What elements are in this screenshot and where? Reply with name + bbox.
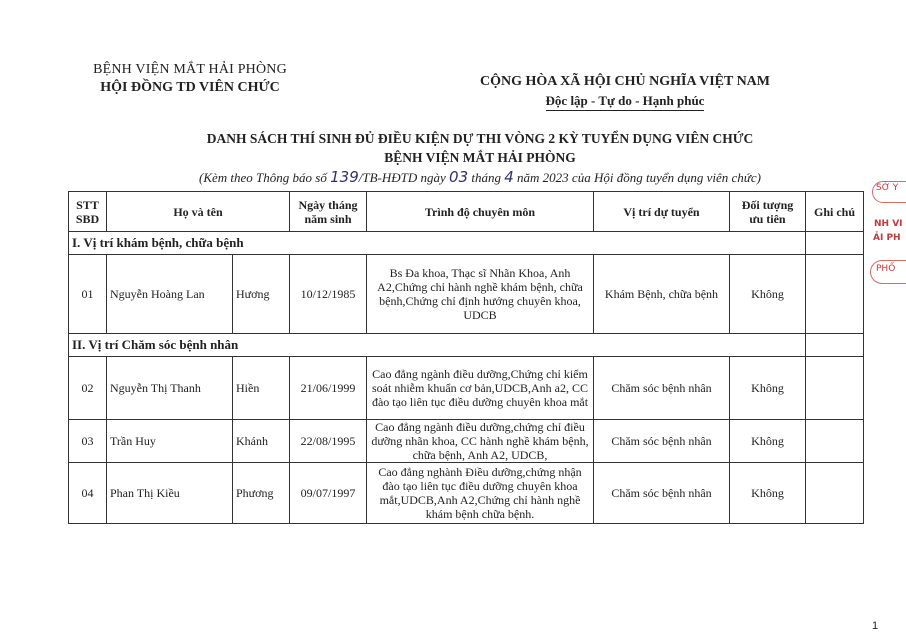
council-name: HỘI ĐỒNG TD VIÊN CHỨC: [100, 80, 280, 95]
notice-day: 03: [449, 168, 469, 186]
section-row: [69, 232, 864, 255]
cell-priority: Không: [730, 420, 806, 463]
header-dob-line1: Ngày tháng: [298, 197, 358, 212]
seal-text-4: PHỐ: [876, 264, 896, 274]
table-row: [69, 255, 864, 334]
cell-qualification: Bs Đa khoa, Thạc sĩ Nhãn Khoa, Anh A2,Chứng chỉ hành nghề khám bệnh, chữa bệnh,Chứng chỉ định hướng chuyên khoa, UDCB: [367, 255, 594, 334]
cell-last-name: Nguyễn Hoàng Lan: [107, 255, 233, 334]
section-note-cell: [806, 334, 864, 357]
cell-qualification: Cao đẳng ngành điều dưỡng,chứng chỉ điều dưỡng nhãn khoa, CC hành nghề khám bệnh, chữa bệnh, Anh A2, UDCB,: [367, 420, 594, 463]
cell-position: Chăm sóc bệnh nhân: [594, 463, 730, 524]
cell-qualification: Cao đẳng ngành điều dưỡng,Chứng chỉ kiểm soát nhiễm khuẩn cơ bản,UDCB,Anh a2, CC đào tạo liên tục điều dưỡng chuyên khoa mắt: [367, 357, 594, 420]
cell-last-name: Phan Thị Kiều: [107, 463, 233, 524]
cell-dob: 22/08/1995: [290, 420, 367, 463]
cell-position: Chăm sóc bệnh nhân: [594, 357, 730, 420]
header-priority: [730, 192, 806, 232]
cell-note: [806, 357, 864, 420]
table-row: [69, 420, 864, 463]
cell-note: [806, 463, 864, 524]
cell-position: Khám Bệnh, chữa bệnh: [594, 255, 730, 334]
header-dob-line2: năm sinh: [304, 211, 352, 226]
table-row: [69, 357, 864, 420]
cell-first-name: Hiền: [233, 357, 290, 420]
subtitle-part-c: tháng: [471, 170, 501, 185]
cell-priority: Không: [730, 255, 806, 334]
cell-stt: 01: [69, 255, 107, 334]
issuer-block: [60, 62, 320, 96]
header-priority-line2: ưu tiên: [749, 211, 786, 226]
section-row: [69, 334, 864, 357]
cell-priority: Không: [730, 357, 806, 420]
header-stt-line2: SBD: [75, 211, 100, 226]
header-dob: [290, 192, 367, 232]
cell-stt: 03: [69, 420, 107, 463]
seal-text-2: NH VI: [874, 219, 903, 229]
hospital-name: BỆNH VIỆN MẮT HẢI PHÒNG: [93, 62, 287, 77]
table-row: [69, 463, 864, 524]
cell-first-name: Phương: [233, 463, 290, 524]
nation-name: CỘNG HÒA XÃ HỘI CHỦ NGHĨA VIỆT NAM: [479, 74, 770, 89]
cell-stt: 04: [69, 463, 107, 524]
national-header: [455, 74, 795, 111]
cell-last-name: Trần Huy: [107, 420, 233, 463]
subtitle-part-a: (Kèm theo Thông báo số: [199, 170, 327, 185]
cell-qualification: Cao đẳng nghành Điều dưỡng,chứng nhận đào tạo liên tục điều dưỡng chuyên khoa mắt,UDCB,Anh A2,Chứng chỉ hành nghề khám bệnh chữa bệnh.: [367, 463, 594, 524]
national-motto: Độc lập - Tự do - Hạnh phúc: [546, 93, 705, 111]
cell-stt: 02: [69, 357, 107, 420]
document-subtitle: [90, 168, 870, 186]
document-title-hospital: BỆNH VIỆN MẮT HẢI PHÒNG: [384, 150, 576, 165]
page-number: 1: [872, 620, 879, 632]
header-note: Ghi chú: [806, 192, 864, 232]
subtitle-part-b: /TB-HĐTD ngày: [358, 170, 446, 185]
cell-note: [806, 255, 864, 334]
cell-note: [806, 420, 864, 463]
cell-last-name: Nguyễn Thị Thanh: [107, 357, 233, 420]
section-title-2: II. Vị trí Chăm sóc bệnh nhân: [69, 334, 806, 357]
official-seal-fragment: [868, 175, 906, 300]
cell-dob: 10/12/1985: [290, 255, 367, 334]
header-stt: [69, 192, 107, 232]
section-title-1: I. Vị trí khám bệnh, chữa bệnh: [69, 232, 806, 255]
cell-first-name: Khánh: [233, 420, 290, 463]
seal-text-1: SỞ Y: [876, 183, 899, 193]
cell-first-name: Hương: [233, 255, 290, 334]
cell-position: Chăm sóc bệnh nhân: [594, 420, 730, 463]
header-name: Họ và tên: [107, 192, 290, 232]
document-title: DANH SÁCH THÍ SINH ĐỦ ĐIỀU KIỆN DỰ THI VÒNG 2 KỲ TUYỂN DỤNG VIÊN CHỨC: [206, 131, 754, 146]
seal-text-3: ẢI PH: [873, 233, 901, 243]
section-note-cell: [806, 232, 864, 255]
header-qualification: Trình độ chuyên môn: [367, 192, 594, 232]
header-stt-line1: STT: [76, 197, 99, 212]
cell-priority: Không: [730, 463, 806, 524]
cell-dob: 21/06/1999: [290, 357, 367, 420]
cell-dob: 09/07/1997: [290, 463, 367, 524]
subtitle-part-d: năm 2023 của Hội đồng tuyển dụng viên chức): [517, 170, 761, 185]
notice-number: 139: [330, 168, 359, 186]
table-header-row: [69, 192, 864, 232]
header-priority-line1: Đối tượng: [741, 197, 794, 212]
candidate-table: [68, 191, 864, 524]
header-position: Vị trí dự tuyển: [594, 192, 730, 232]
notice-month: 4: [504, 168, 514, 186]
